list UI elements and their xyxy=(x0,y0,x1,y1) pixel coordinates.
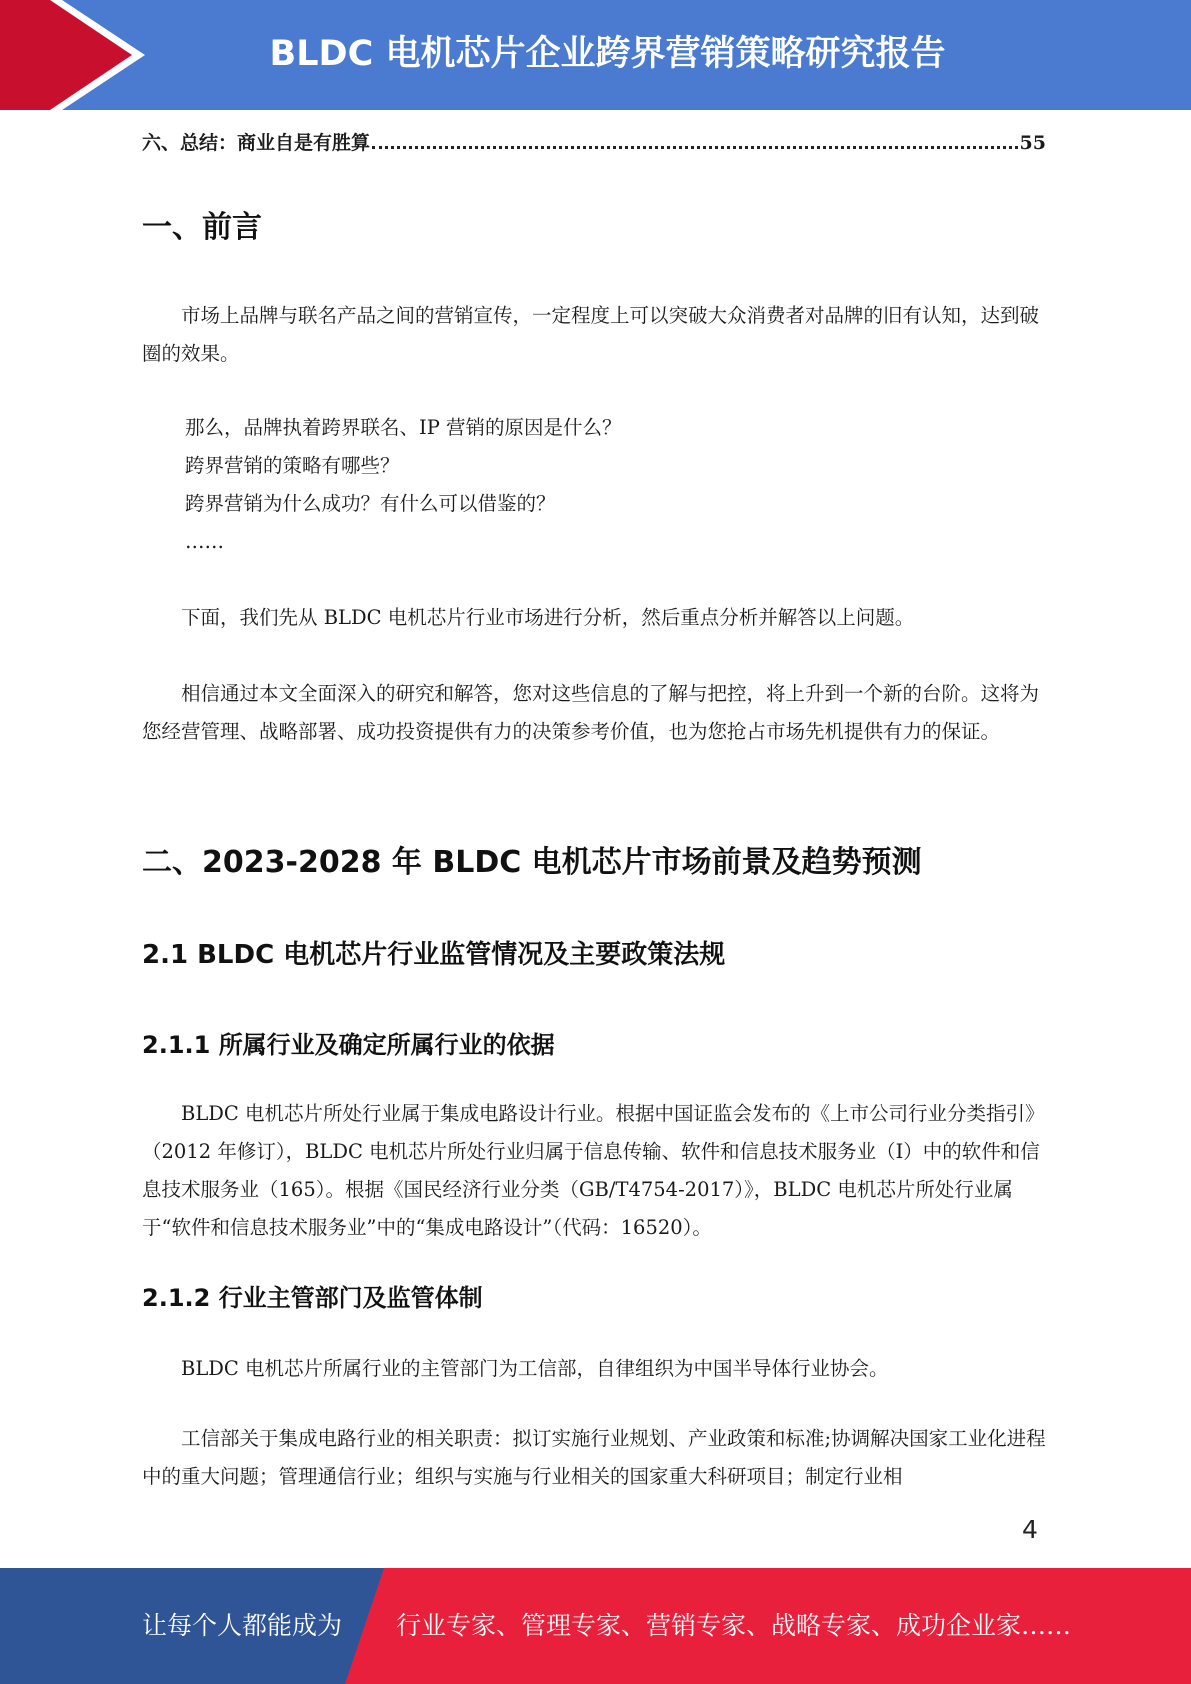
toc-entry-page: 55 xyxy=(1019,132,1046,154)
section-2-1-1-heading: 2.1.1 所属行业及确定所属行业的依据 xyxy=(142,1031,555,1059)
question-2: 跨界营销的策略有哪些？ xyxy=(185,454,400,477)
question-3: 跨界营销为什么成功？有什么可以借鉴的？ xyxy=(185,492,556,515)
header-title: BLDC 电机芯片企业跨界营销策略研究报告 xyxy=(269,34,946,74)
toc-leader-dots xyxy=(372,146,1018,149)
section-2-heading: 二、2023-2028 年 BLDC 电机芯片市场前景及趋势预测 xyxy=(142,845,922,880)
toc-entry-label: 六、总结：商业自是有胜算 xyxy=(142,132,371,154)
preface-heading: 一、前言 xyxy=(142,210,262,245)
page-footer xyxy=(0,1568,1191,1684)
footer-slogan-right: 行业专家、管理专家、营销专家、战略专家、成功企业家…… xyxy=(396,1611,1072,1640)
preface-paragraph-2: 下面，我们先从 BLDC 电机芯片行业市场进行分析，然后重点分析并解答以上问题。 xyxy=(181,606,915,629)
toc-entry[interactable] xyxy=(142,128,1046,155)
page-number: 4 xyxy=(1022,1515,1038,1544)
section-2-1-2-paragraph-1: BLDC 电机芯片所属行业的主管部门为工信部，自律组织为中国半导体行业协会。 xyxy=(181,1357,889,1380)
section-2-1-2-heading: 2.1.2 行业主管部门及监管体制 xyxy=(142,1284,483,1312)
question-1: 那么，品牌执着跨界联名、IP 营销的原因是什么？ xyxy=(185,416,622,439)
preface-paragraph-3: 相信通过本文全面深入的研究和解答，您对这些信息的了解与把控，将上升到一个新的台阶。这将为您经营管理、战略部署、成功投资提供有力的决策参考价值，也为您抢占市场先机提供有力的保证。 xyxy=(142,682,1040,743)
page-header xyxy=(0,0,1191,110)
ellipsis: …… xyxy=(185,530,224,553)
section-2-1-heading: 2.1 BLDC 电机芯片行业监管情况及主要政策法规 xyxy=(142,940,726,970)
section-2-1-2-paragraph-2: 工信部关于集成电路行业的相关职责：拟订实施行业规划、产业政策和标准;协调解决国家工业化进程中的重大问题；管理通信行业；组织与实施与行业相关的国家重大科研项目；制定行业相 xyxy=(142,1427,1046,1488)
footer-slogan-left: 让每个人都能成为 xyxy=(142,1611,343,1640)
section-2-1-1-paragraph: BLDC 电机芯片所处行业属于集成电路设计行业。根据中国证监会发布的《上市公司行业分类指引》（2012 年修订），BLDC 电机芯片所处行业归属于信息传输、软件和信息技术服务业（I）中的软件和信息技术服务业（165）。根据《国民经济行业分类（GB/T4754-2017）》，BLDC 电机芯片所处行业属于“软件和信息技术服务业”中的“集成电路设计”（代码：16520）。 xyxy=(142,1102,1045,1239)
preface-paragraph-1: 市场上品牌与联名产品之间的营销宣传，一定程度上可以突破大众消费者对品牌的旧有认知，达到破圈的效果。 xyxy=(142,304,1040,365)
